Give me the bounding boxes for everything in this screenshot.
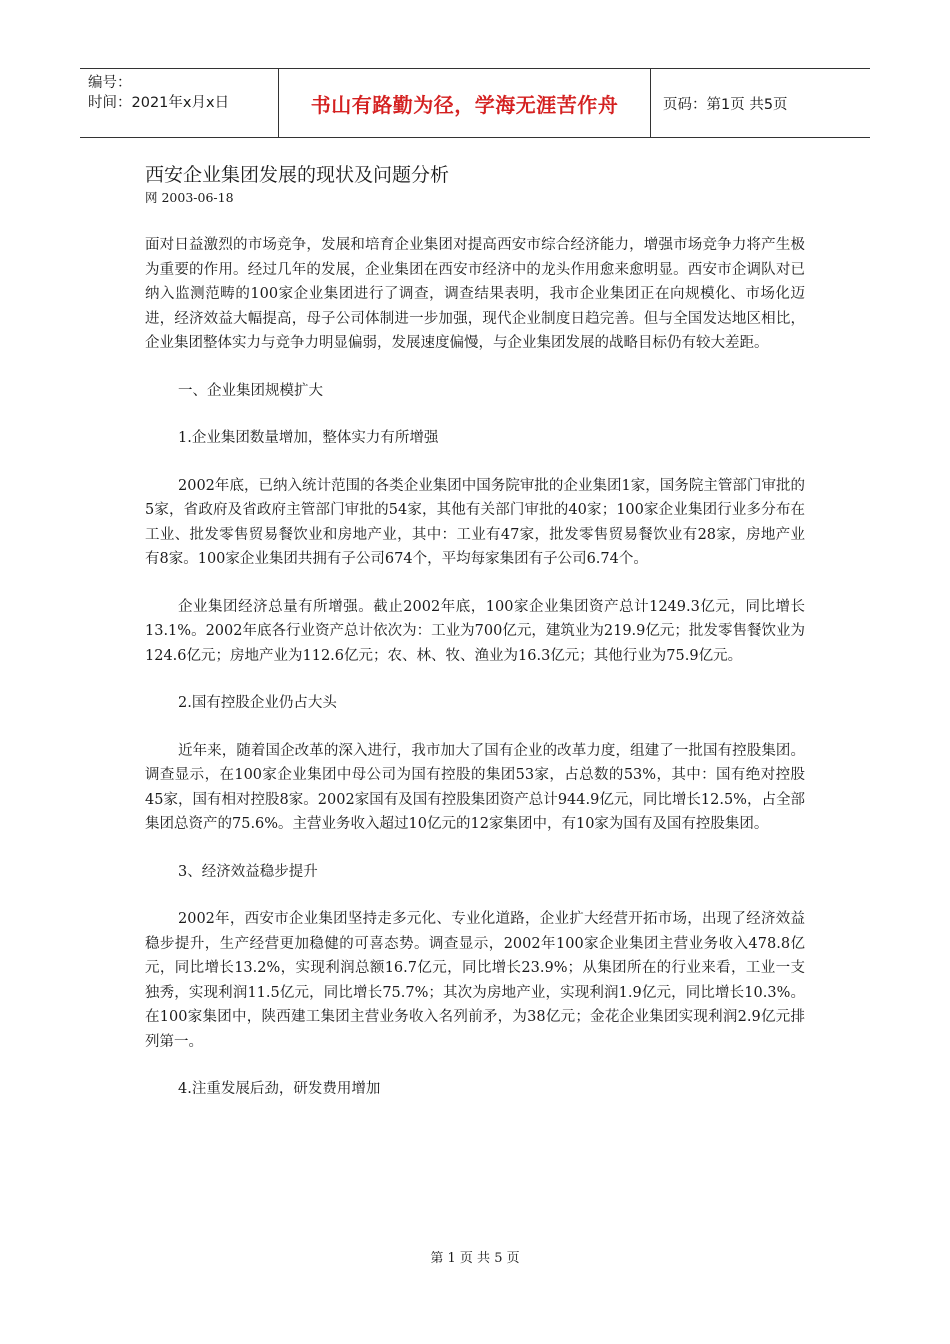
header-meta — [80, 69, 279, 137]
article-title: 西安企业集团发展的现状及问题分析 — [145, 164, 450, 186]
subsection-heading-1: 1.企业集团数量增加，整体实力有所增强 — [178, 430, 439, 446]
section-heading-1: 一、企业集团规模扩大 — [178, 382, 323, 399]
article-body — [145, 233, 805, 1125]
paragraph-intro: 面对日益激烈的市场竞争，发展和培育企业集团对提高西安市综合经济能力，增强市场竞争力将产生极为重要的作用。经过几年的发展，企业集团在西安市经济中的龙头作用愈来愈明显。西安市企调队对已纳入监测范畴的100家企业集团进行了调查，调查结果表明，我市企业集团正在向规模化、市场化迈进，经济效益大幅提高，母子公司体制进一步加强，现代企业制度日趋完善。但与全国发达地区相比，企业集团整体实力与竞争力明显偏弱，发展速度偏慢，与企业集团发展的战略目标仍有较大差距。 — [145, 237, 805, 351]
paragraph: 近年来，随着国企改革的深入进行，我市加大了国有企业的改革力度，组建了一批国有控股集团。调查显示，在100家企业集团中母公司为国有控股的集团53家，占总数的53%，其中：国有绝对控股45家，国有相对控股8家。2002家国有及国有控股集团资产总计944.9亿元，同比增长12.5%，占全部集团总资产的75.6%。主营业务收入超过10亿元的12家集团中，有10家为国有及国有控股集团。 — [145, 742, 805, 832]
paragraph: 2002年底，已纳入统计范围的各类企业集团中国务院审批的企业集团1家，国务院主管部门审批的5家，省政府及省政府主管部门审批的54家，其他有关部门审批的40家；100家企业集团行业多分布在工业、批发零售贸易餐饮业和房地产业，其中：工业有47家，批发零售贸易餐饮业有28家，房地产业有8家。100家企业集团共拥有子公司674个，平均每家集团有子公司6.74个。 — [145, 477, 805, 567]
subsection-heading-2: 2.国有控股企业仍占大头 — [178, 695, 337, 711]
document-date-label: 时间：2021年x月x日 — [88, 95, 230, 111]
document-number-label: 编号： — [88, 75, 132, 91]
header-page-info: 页码：第1页 共5页 — [663, 96, 788, 113]
paragraph: 2002年，西安市企业集团坚持走多元化、专业化道路，企业扩大经营开拓市场，出现了经济效益稳步提升，生产经营更加稳健的可喜态势。调查显示，2002年100家企业集团主营业务收入478.8亿元，同比增长13.2%，实现利润总额16.7亿元，同比增长23.9%；从集团所在的行业来看，工业一支独秀，实现利润11.5亿元，同比增长75.7%；其次为房地产业，实现利润1.9亿元，同比增长10.3%。在100家集团中，陕西建工集团主营业务收入名列前矛，为38亿元；金花企业集团实现利润2.9亿元排列第一。 — [145, 911, 805, 1050]
page-footer: 第 1 页 共 5 页 — [430, 1251, 520, 1266]
subsection-heading-3: 3、经济效益稳步提升 — [178, 863, 318, 880]
paragraph: 企业集团经济总量有所增强。截止2002年底，100家企业集团资产总计1249.3亿元，同比增长13.1%。2002年底各行业资产总计依次为：工业为700亿元，建筑业为219.9亿元；批发零售餐饮业为124.6亿元；房地产业为112.6亿元；农、林、牧、渔业为16.3亿元；其他行业为75.9亿元。 — [145, 598, 805, 664]
subsection-heading-4: 4.注重发展后劲，研发费用增加 — [178, 1081, 381, 1097]
page-header — [80, 68, 870, 138]
article-source-date: 网 2003-06-18 — [145, 190, 234, 205]
header-motto: 书山有路勤为径，学海无涯苦作舟 — [279, 69, 651, 137]
